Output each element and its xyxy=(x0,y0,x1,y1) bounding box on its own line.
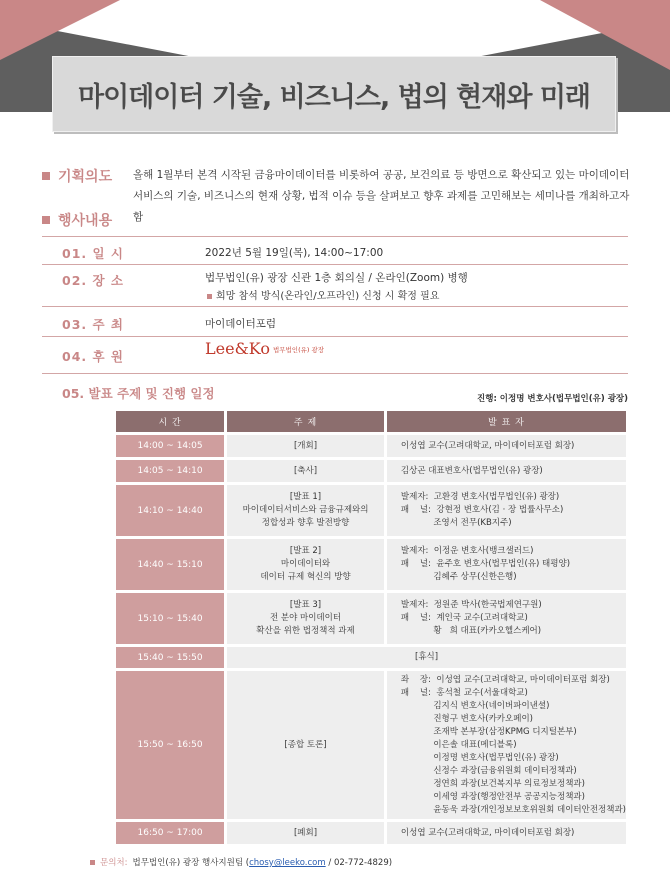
topic-line: [발표 1] xyxy=(289,492,322,502)
speaker-line: 패 널: 홍석철 교수(서울대학교) xyxy=(400,687,528,698)
time-cell: 16:50 ~ 17:00 xyxy=(116,822,224,844)
section-intent xyxy=(42,166,112,186)
time-cell: 14:40 ~ 15:10 xyxy=(116,539,224,590)
info-key: 04. 후 원 xyxy=(62,349,124,364)
topic-line: 데이터 규제 혁신의 방향 xyxy=(260,572,351,582)
contact-label: 문의처: xyxy=(100,858,128,868)
table-row xyxy=(116,435,626,457)
topic-line: 마이데이터서비스와 금융규제와의 xyxy=(242,505,369,515)
speaker-cell xyxy=(387,671,626,819)
topic-cell xyxy=(227,671,384,819)
sponsor-logo xyxy=(205,339,325,358)
topic-line: 마이데이터와 xyxy=(280,559,331,569)
section-label: 행사내용 xyxy=(58,213,113,229)
speaker-line: 이성엽 교수(고려대학교, 마이데이터포럼 회장) xyxy=(400,827,575,838)
title-box xyxy=(52,56,616,132)
speaker-line: 발제자: 이정운 변호사(뱅크샐러드) xyxy=(400,546,534,556)
speaker-line: 김혜주 상무(신한은행) xyxy=(400,572,517,582)
time-cell: 15:40 ~ 15:50 xyxy=(116,647,224,668)
topic-line: 전 분야 마이데이터 xyxy=(269,613,342,623)
square-bullet-icon xyxy=(42,216,50,224)
table-header-row xyxy=(116,411,626,432)
table-row xyxy=(116,485,626,536)
topic-cell xyxy=(227,822,384,844)
table-row xyxy=(116,593,626,644)
topic-cell xyxy=(227,460,384,482)
square-bullet-icon xyxy=(42,172,50,180)
section-label: 기획의도 xyxy=(58,169,113,185)
speaker-line: 조재박 본부장(삼정KPMG 디지털본부) xyxy=(400,726,577,737)
speaker-line: 진형구 변호사(카카오페이) xyxy=(400,713,533,724)
time-cell: 14:00 ~ 14:05 xyxy=(116,435,224,457)
speaker-cell xyxy=(387,593,626,644)
topic-cell xyxy=(227,539,384,590)
speaker-cell xyxy=(387,460,626,482)
speaker-line: 황 희 대표(카카오헬스케어) xyxy=(400,626,542,636)
info-value: 법무법인(유) 광장 신관 1층 회의실 / 온라인(Zoom) 병행 xyxy=(205,272,468,284)
speaker-line: 김상곤 대표변호사(법무법인(유) 광장) xyxy=(400,465,543,476)
speaker-line: 조영서 전무(KB지주) xyxy=(400,518,512,528)
table-row xyxy=(116,539,626,590)
speaker-cell xyxy=(387,485,626,536)
leeko-logo-sub: 법무법인(유) 광장 xyxy=(272,346,325,354)
speaker-line: 이성엽 교수(고려대학교, 마이데이터포럼 회장) xyxy=(400,440,575,451)
header-topic: 주 제 xyxy=(227,411,384,432)
time-cell: 15:50 ~ 16:50 xyxy=(116,671,224,819)
speaker-line: 좌 장: 이성엽 교수(고려대학교, 마이데이터포럼 회장) xyxy=(400,674,610,685)
speaker-line: 패 널: 계인국 교수(고려대학교) xyxy=(400,613,528,623)
speaker-line: 패 널: 강현정 변호사(김 · 장 법률사무소) xyxy=(400,505,564,515)
topic-line: [개회] xyxy=(293,440,318,451)
table-row xyxy=(116,671,626,819)
topic-line: 확산을 위한 법정책적 과제 xyxy=(256,626,355,636)
header-time: 시 간 xyxy=(116,411,224,432)
speaker-cell xyxy=(387,822,626,844)
section-content xyxy=(42,210,112,230)
topic-line: [폐회] xyxy=(293,827,318,838)
intent-text: 올해 1월부터 본격 시작된 금융마이데이터를 비롯하여 공공, 보건의료 등 방면으로 확산되고 있는 마이데이터 서비스의 기술, 비즈니스의 현재 상황, 법적 이슈 등을 살펴보고 향후 과제를 고민해보는 세미나를 개최하고자 함 xyxy=(133,169,630,223)
info-key: 03. 주 최 xyxy=(62,317,124,332)
moderator-text: 진행: 이정명 변호사(법무법인(유) 광장) xyxy=(477,394,628,404)
speaker-line: 이세영 과장(행정안전부 공공지능정책과) xyxy=(400,791,585,802)
info-key: 02. 장 소 xyxy=(62,273,124,288)
speaker-line: 신정수 과장(금융위원회 데이터정책과) xyxy=(400,765,577,776)
time-cell: 14:05 ~ 14:10 xyxy=(116,460,224,482)
speaker-line: 이정명 변호사(법무법인(유) 광장) xyxy=(400,752,559,763)
speaker-line: 발제자: 고환경 변호사(법무법인(유) 광장) xyxy=(400,492,560,502)
table-row xyxy=(116,822,626,844)
topic-cell xyxy=(227,435,384,457)
info-note xyxy=(207,287,439,302)
info-row-sponsor xyxy=(42,337,628,374)
schedule-title: 05. 발표 주제 및 진행 일정 xyxy=(62,386,215,401)
contact-line xyxy=(90,856,392,868)
contact-text xyxy=(133,856,393,868)
info-key: 01. 일 시 xyxy=(62,246,124,261)
contact-email-link[interactable]: chosy@leeko.com xyxy=(249,858,326,868)
topic-cell xyxy=(227,647,626,668)
topic-cell xyxy=(227,485,384,536)
table-row xyxy=(116,460,626,482)
page-title: 마이데이터 기술, 비즈니스, 법의 현재와 미래 xyxy=(78,81,590,113)
topic-line: [종합 토론] xyxy=(284,739,327,750)
speaker-line: 정연희 과장(보건복지부 의료정보정책과) xyxy=(400,778,585,789)
info-row-date xyxy=(42,236,628,265)
topic-line: [발표 3] xyxy=(289,600,322,610)
info-row-host xyxy=(42,307,628,337)
info-note-text: 희망 참석 방식(온라인/오프라인) 신청 시 확정 필요 xyxy=(216,291,440,302)
topic-line: [휴식] xyxy=(415,652,439,662)
speaker-line: 이은솔 대표(메디블록) xyxy=(400,739,517,750)
table-row xyxy=(116,647,626,668)
speaker-line: 윤동욱 과장(개인정보보호위원회 데이터안전정책과) xyxy=(400,804,626,815)
speaker-line: 패 널: 윤주호 변호사(법무법인(유) 태평양) xyxy=(400,559,571,569)
info-value: 2022년 5월 19일(목), 14:00~17:00 xyxy=(205,247,384,259)
speaker-cell xyxy=(387,435,626,457)
schedule-body xyxy=(116,435,626,844)
contact-phone: / 02-772-4829) xyxy=(325,858,393,868)
speaker-line: 김지식 변호사(네이버파이낸셜) xyxy=(400,700,550,711)
schedule-table xyxy=(113,408,629,847)
speaker-line: 발제자: 정원준 박사(한국법제연구원) xyxy=(400,600,542,610)
topic-cell xyxy=(227,593,384,644)
square-bullet-icon xyxy=(90,860,95,865)
topic-line: [축사] xyxy=(293,465,318,476)
info-value: 마이데이터포럼 xyxy=(205,318,277,330)
header-speaker: 발 표 자 xyxy=(387,411,626,432)
contact-org: 법무법인(유) 광장 행사지원팀 ( xyxy=(132,858,250,868)
topic-line: 정합성과 향후 발전방향 xyxy=(261,518,350,528)
topic-line: [발표 2] xyxy=(289,546,322,556)
time-cell: 15:10 ~ 15:40 xyxy=(116,593,224,644)
square-bullet-icon xyxy=(207,294,212,299)
speaker-cell xyxy=(387,539,626,590)
info-row-place xyxy=(42,265,628,307)
leeko-logo-mark: Lee&Ko xyxy=(205,339,270,358)
time-cell: 14:10 ~ 14:40 xyxy=(116,485,224,536)
